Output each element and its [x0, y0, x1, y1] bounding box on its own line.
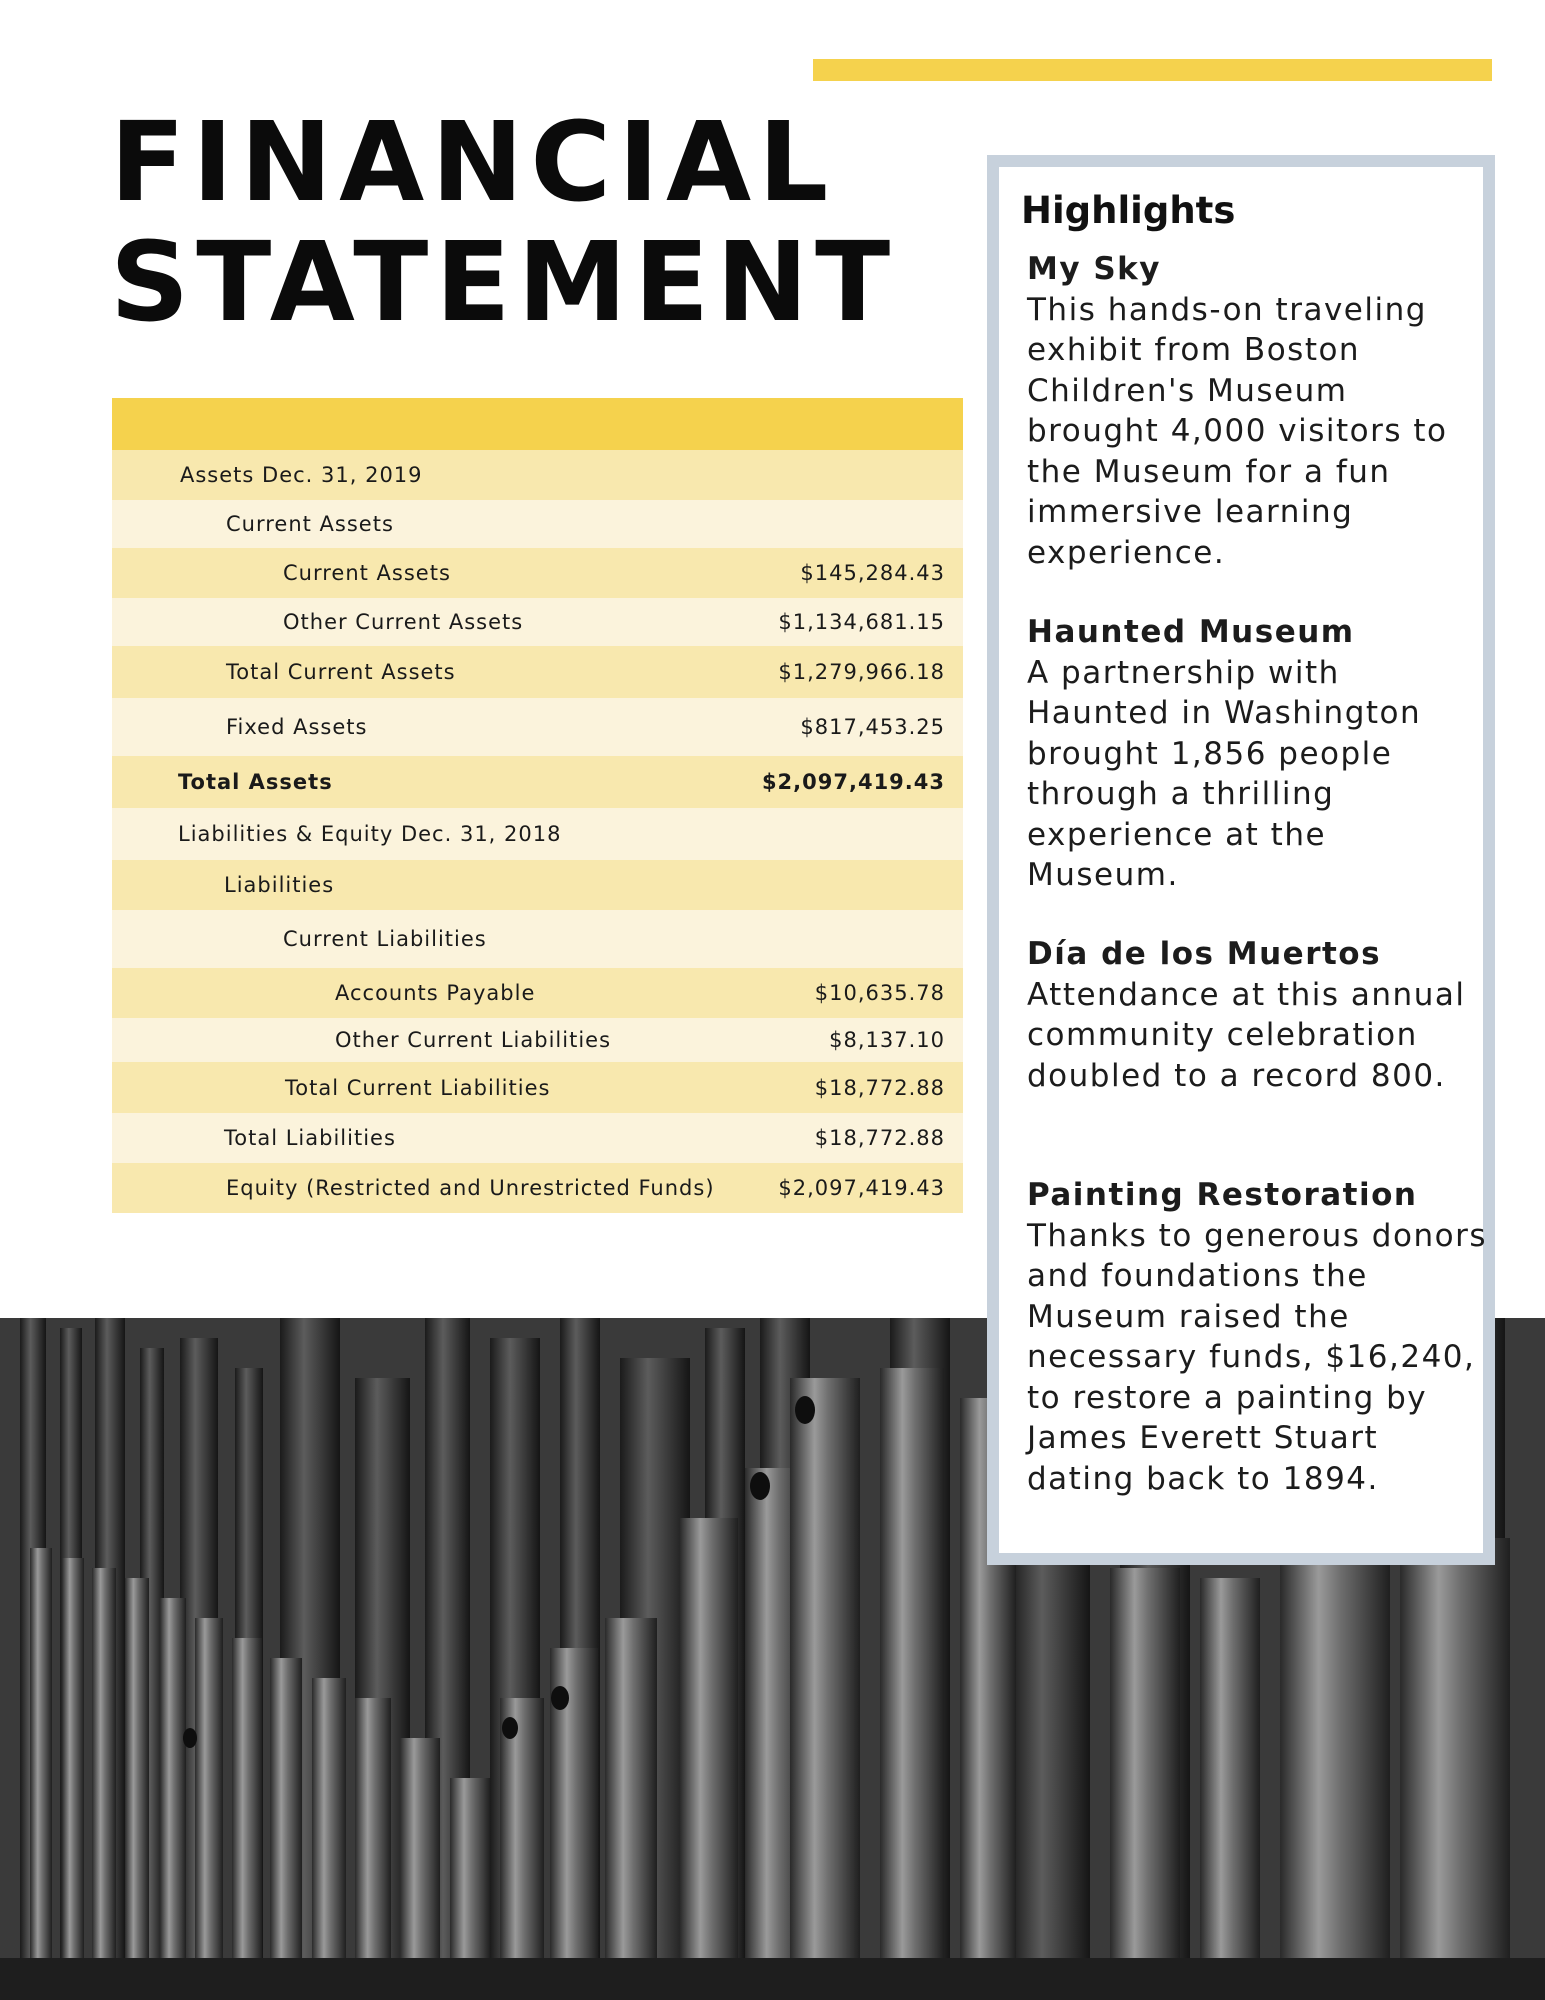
row-value: $8,137.10: [829, 1028, 945, 1052]
table-row: [112, 860, 963, 910]
table-row: [112, 450, 963, 500]
page-title-line-1: FINANCIAL: [110, 98, 836, 226]
highlight-heading: Painting Restoration: [1027, 1177, 1418, 1213]
highlight-item: [1027, 934, 1487, 1096]
row-value: $18,772.88: [814, 1126, 945, 1150]
table-row: [112, 910, 963, 968]
page-title-line-2: STATEMENT: [110, 218, 898, 346]
financial-table: [112, 398, 963, 1213]
row-label: Fixed Assets: [226, 715, 368, 739]
accent-bar: [813, 59, 1492, 81]
row-value: $1,134,681.15: [778, 610, 945, 634]
highlight-heading: My Sky: [1027, 251, 1161, 287]
row-label: Liabilities & Equity Dec. 31, 2018: [178, 822, 562, 846]
highlights-panel: [987, 155, 1495, 1565]
table-row: [112, 598, 963, 646]
table-row: [112, 1163, 963, 1213]
table-row: [112, 646, 963, 698]
highlights-title: Highlights: [1021, 189, 1236, 232]
table-row: [112, 1113, 963, 1163]
row-label: Other Current Liabilities: [335, 1028, 612, 1052]
page-title: [110, 98, 898, 346]
highlight-heading: Día de los Muertos: [1027, 936, 1382, 972]
row-label: Current Assets: [226, 512, 394, 536]
row-label: Accounts Payable: [335, 981, 536, 1005]
row-value: $1,279,966.18: [778, 660, 945, 684]
row-label: Equity (Restricted and Unrestricted Funds): [226, 1176, 715, 1200]
table-row: [112, 698, 963, 756]
table-row-total: [112, 756, 963, 808]
row-label: Liabilities: [224, 873, 335, 897]
row-label: Other Current Assets: [283, 610, 524, 634]
highlight-item: [1027, 1175, 1487, 1499]
row-label: Total Current Assets: [226, 660, 456, 684]
row-value: $817,453.25: [800, 715, 945, 739]
row-label: Total Current Liabilities: [285, 1075, 551, 1100]
row-label: Current Liabilities: [283, 927, 487, 951]
highlight-item: [1027, 612, 1487, 896]
table-row: [112, 1062, 963, 1113]
highlight-body: This hands-on traveling exhibit from Boston Children's Museum brought 4,000 visitors to the Museum for a fun immersive learning experience.: [1027, 291, 1448, 571]
highlight-heading: Haunted Museum: [1027, 614, 1355, 650]
table-row: [112, 808, 963, 860]
row-value: $2,097,419.43: [778, 1176, 945, 1200]
row-value: $18,772.88: [814, 1075, 945, 1100]
highlight-body: Attendance at this annual community celebration doubled to a record 800.: [1027, 976, 1466, 1094]
highlight-item: [1027, 249, 1487, 573]
table-row: [112, 548, 963, 598]
row-label: Total Assets: [178, 770, 333, 794]
row-label: Current Assets: [283, 561, 451, 585]
table-row: [112, 968, 963, 1018]
row-label: Assets Dec. 31, 2019: [180, 463, 423, 487]
row-value: $10,635.78: [814, 981, 945, 1005]
row-value: $145,284.43: [800, 561, 945, 585]
row-value: $2,097,419.43: [761, 770, 945, 794]
highlight-body: Thanks to generous donors and foundations the Museum raised the necessary funds, $16,240, to restore a painting by James Everett Stuart dating back to 1894.: [1027, 1217, 1487, 1497]
financial-table-header: [112, 398, 963, 450]
highlight-body: A partnership with Haunted in Washington brought 1,856 people through a thrilling experience at the Museum.: [1027, 654, 1422, 893]
row-label: Total Liabilities: [224, 1126, 396, 1150]
table-row: [112, 1018, 963, 1062]
table-row: [112, 500, 963, 548]
